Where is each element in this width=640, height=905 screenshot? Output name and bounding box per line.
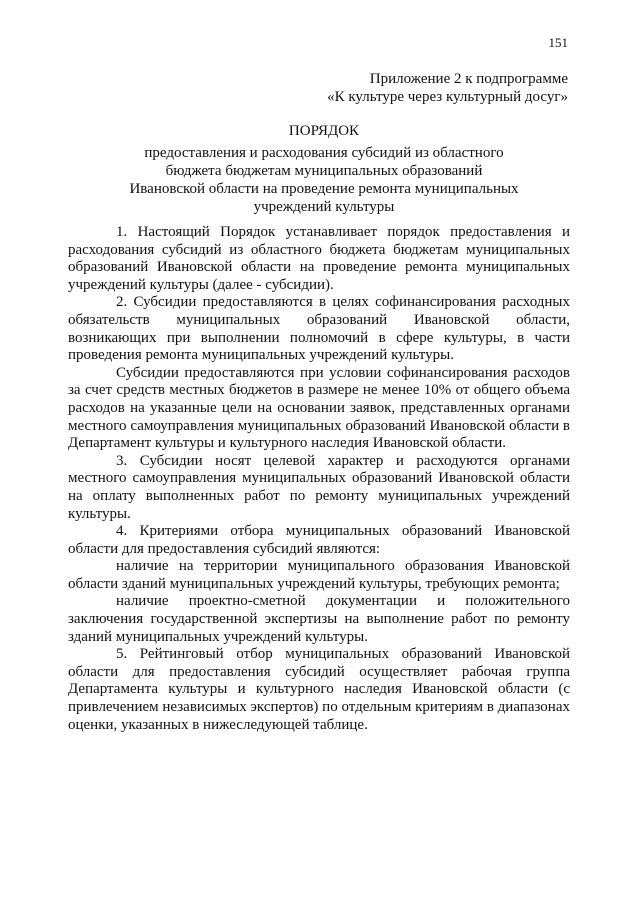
paragraph-6: наличие на территории муниципального образования Ивановской области зданий муниципальных учреждений культуры, требующих ремонта; bbox=[68, 558, 570, 592]
appendix-line-2: «К культуре через культурный досуг» bbox=[327, 89, 568, 105]
heading-line-2: бюджета бюджетам муниципальных образований bbox=[165, 163, 483, 179]
page-number: 151 bbox=[548, 35, 568, 50]
paragraph-8: 5. Рейтинговый отбор муниципальных образований Ивановской области для предоставления субсидий осуществляет рабочая группа Департамента культуры и культурного наследия Ивановской области (с привлечением независимых экспертов) по отдельным критериям в диапазонах оценки, указанных в нижеследующей таблице. bbox=[68, 646, 570, 733]
paragraph-3: Субсидии предоставляются при условии софинансирования расходов за счет средств местных бюджетов в размере не менее 10% от общего объема расходов на указанные цели на основании заявок, представленных органами местного самоуправления муниципальных образований Ивановской области в Департамент культуры и культурного наследия Ивановской области. bbox=[68, 364, 570, 452]
paragraph-2: 2. Субсидии предоставляются в целях софинансирования расходных обязательств муниципальных образований Ивановской области, возникающих при выполнении полномочий в сфере культуры, в части проведения ремонта муниципальных учреждений культуры. bbox=[68, 294, 570, 364]
document-body bbox=[68, 224, 570, 734]
document-heading bbox=[72, 122, 576, 216]
heading-line-4: учреждений культуры bbox=[253, 199, 395, 215]
appendix-reference bbox=[327, 70, 568, 106]
paragraph-5: 4. Критериями отбора муниципальных образований Ивановской области для предоставления субсидий являются: bbox=[68, 523, 570, 557]
heading-line-3: Ивановской области на проведение ремонта муниципальных bbox=[129, 181, 519, 197]
document-title: ПОРЯДОК bbox=[288, 123, 360, 139]
appendix-line-1: Приложение 2 к подпрограмме bbox=[369, 71, 568, 87]
paragraph-7: наличие проектно-сметной документации и положительного заключения государственной экспертизы на выполнение работ по ремонту зданий муниципальных учреждений культуры. bbox=[68, 593, 570, 645]
paragraph-4: 3. Субсидии носят целевой характер и расходуются органами местного самоуправления муниципальных образований Ивановской области на оплату выполненных работ по ремонту муниципальных учреждений культуры. bbox=[68, 452, 570, 522]
heading-line-1: предоставления и расходования субсидий из областного bbox=[144, 145, 504, 161]
paragraph-1: 1. Настоящий Порядок устанавливает порядок предоставления и расходования субсидий из областного бюджета бюджетам муниципальных образований Ивановской области на проведение ремонта муниципальных учреждений культуры (далее - субсидии). bbox=[68, 224, 570, 293]
